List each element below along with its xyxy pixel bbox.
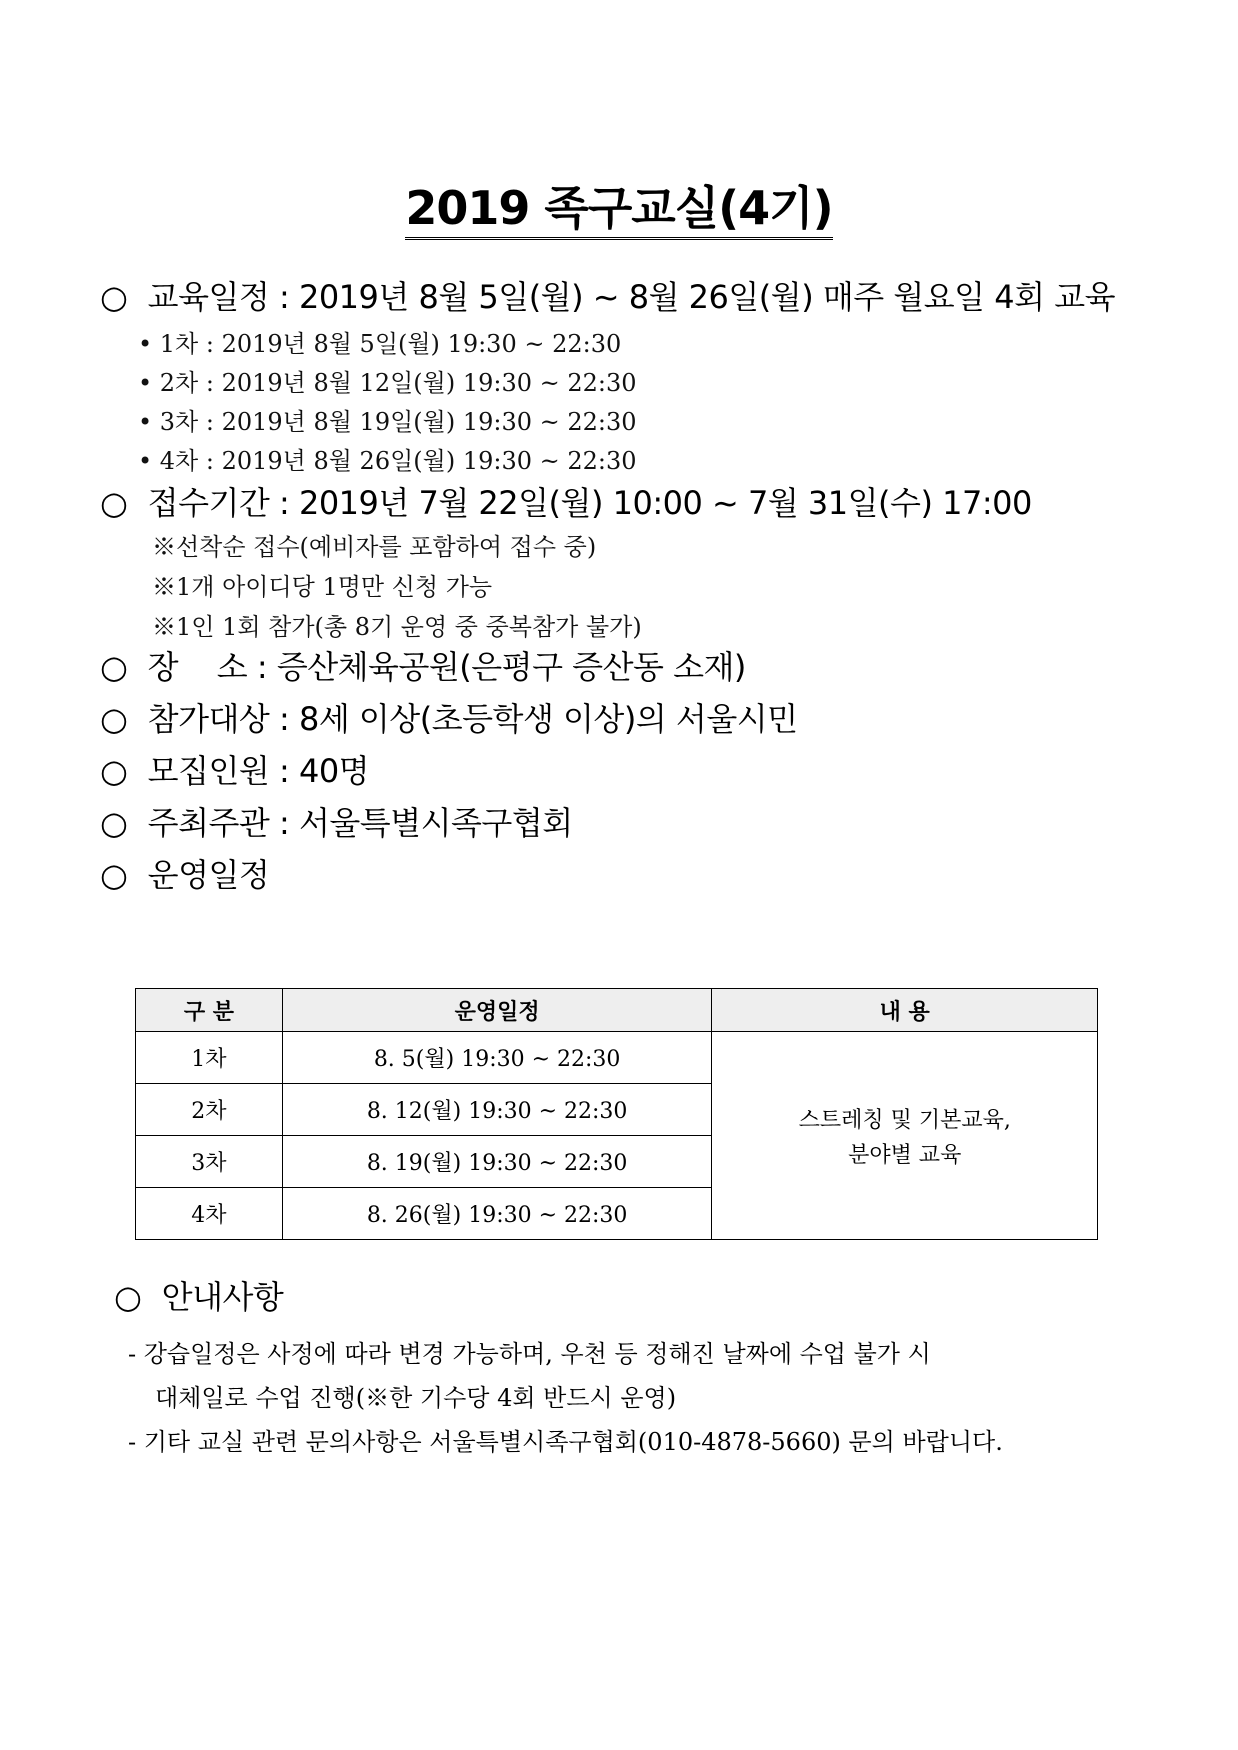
section-separator: : <box>279 804 290 842</box>
section-value: 8세 이상(초등학생 이상)의 서울시민 <box>298 700 798 738</box>
reception-note: ※1개 아이디당 1명만 신청 가능 <box>152 573 493 601</box>
circle-icon: ○ <box>100 856 128 894</box>
section-separator: : <box>279 700 290 738</box>
section-label: 참가대상 <box>147 700 270 738</box>
header-date: 운영일정 <box>282 989 712 1032</box>
table-row <box>136 1032 1098 1084</box>
notice-item: - 강습일정은 사정에 따라 변경 가능하며, 우천 등 정해진 날짜에 수업 불가 시 <box>128 1340 931 1368</box>
section-separator: : <box>279 278 290 316</box>
cell-date: 8. 5(월) 19:30 ~ 22:30 <box>282 1032 712 1084</box>
reception-note: ※1인 1회 참가(총 8기 운영 중 중복참가 불가) <box>152 613 642 641</box>
section-label: 모집인원 <box>147 752 270 790</box>
cell-date: 8. 26(월) 19:30 ~ 22:30 <box>282 1188 712 1240</box>
section-separator: : <box>256 648 268 686</box>
circle-icon: ○ <box>100 804 128 842</box>
cell-round: 2차 <box>136 1084 283 1136</box>
section-capacity <box>100 746 369 792</box>
section-value: 40명 <box>298 752 370 790</box>
section-place <box>100 642 746 688</box>
section-schedule <box>100 850 269 896</box>
section-reception <box>100 478 1032 524</box>
circle-icon: ○ <box>100 752 128 790</box>
section-label: 접수기간 <box>147 484 270 522</box>
cell-round: 4차 <box>136 1188 283 1240</box>
header-round: 구 분 <box>136 989 283 1032</box>
circle-icon: ○ <box>100 278 128 316</box>
document-title <box>0 172 1238 238</box>
section-host <box>100 798 573 844</box>
section-notice <box>114 1272 283 1318</box>
session-item: • 1차 : 2019년 8월 5일(월) 19:30 ~ 22:30 <box>138 330 622 358</box>
section-target <box>100 694 798 740</box>
section-value: 2019년 8월 5일(월) ~ 8월 26일(월) 매주 월요일 4회 교육 <box>298 278 1116 316</box>
section-separator: : <box>279 752 290 790</box>
cell-date: 8. 19(월) 19:30 ~ 22:30 <box>282 1136 712 1188</box>
section-value: 서울특별시족구협회 <box>298 804 573 842</box>
section-label: 교육일정 <box>147 278 270 316</box>
session-item: • 3차 : 2019년 8월 19일(월) 19:30 ~ 22:30 <box>138 408 637 436</box>
reception-note: ※선착순 접수(예비자를 포함하여 접수 중) <box>152 533 597 561</box>
notice-item-continued: 대체일로 수업 진행(※한 기수당 4회 반드시 운영) <box>155 1384 677 1412</box>
section-label: 운영일정 <box>147 856 270 894</box>
cell-round: 1차 <box>136 1032 283 1084</box>
cell-content <box>712 1032 1098 1240</box>
session-item: • 2차 : 2019년 8월 12일(월) 19:30 ~ 22:30 <box>138 369 637 397</box>
circle-icon: ○ <box>100 648 128 686</box>
session-item: • 4차 : 2019년 8월 26일(월) 19:30 ~ 22:30 <box>138 447 637 475</box>
notice-item: - 기타 교실 관련 문의사항은 서울특별시족구협회(010-4878-5660) 문의 바랍니다. <box>128 1428 1003 1456</box>
section-value: 2019년 7월 22일(월) 10:00 ~ 7월 31일(수) 17:00 <box>298 484 1032 522</box>
schedule-table <box>135 988 1098 1240</box>
content-line: 스트레칭 및 기본교육, <box>798 1107 1011 1133</box>
section-label: 주최주관 <box>147 804 270 842</box>
cell-date: 8. 12(월) 19:30 ~ 22:30 <box>282 1084 712 1136</box>
section-value: 증산체육공원(은평구 증산동 소재) <box>276 648 746 686</box>
section-separator: : <box>279 484 290 522</box>
content-line: 분야별 교육 <box>848 1142 962 1168</box>
circle-icon: ○ <box>100 700 128 738</box>
circle-icon: ○ <box>100 484 128 522</box>
document-title-text: 2019 족구교실(4기) <box>405 181 832 240</box>
section-education <box>100 272 1115 318</box>
cell-round: 3차 <box>136 1136 283 1188</box>
header-content: 내 용 <box>712 989 1098 1032</box>
circle-icon: ○ <box>114 1278 142 1316</box>
section-label: 안내사항 <box>161 1278 284 1316</box>
table-header-row <box>136 989 1098 1032</box>
section-label: 장 소 <box>147 648 248 686</box>
